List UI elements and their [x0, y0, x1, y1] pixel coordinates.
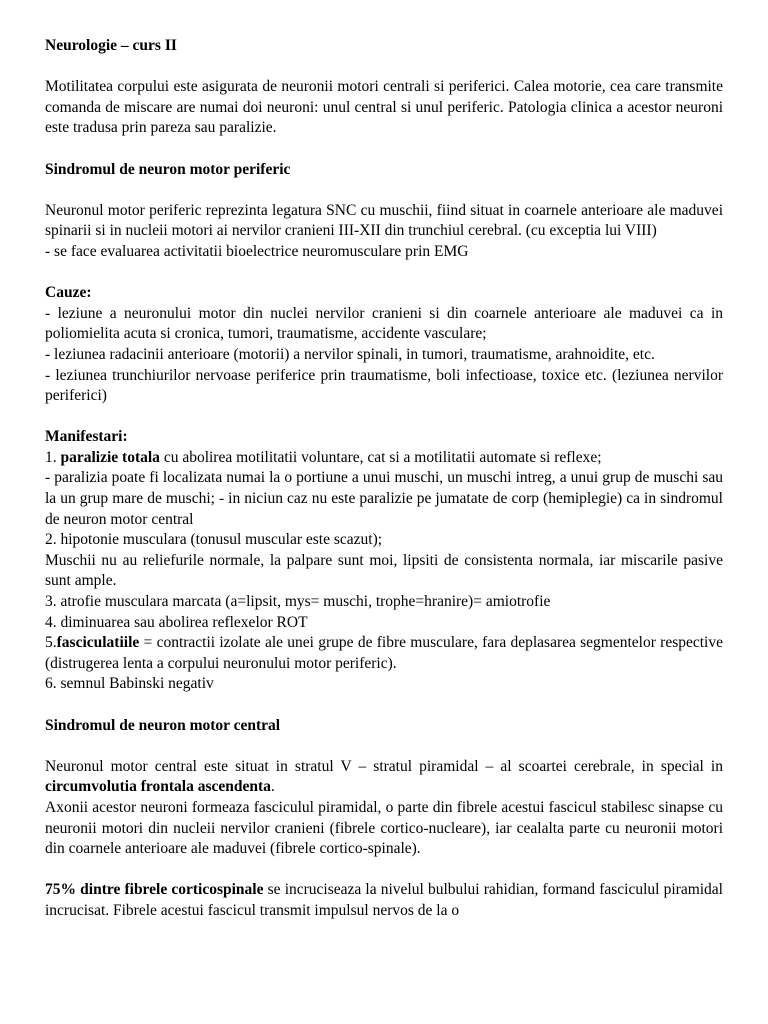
- section-heading-peripheral: Sindromul de neuron motor periferic: [45, 160, 291, 178]
- emg-note: - se face evaluarea activitatii bioelectrice neuromusculare prin EMG: [45, 242, 469, 260]
- axons-paragraph: Axonii acestor neuroni formeaza fasciculul piramidal, o parte din fibrele acestui fascicul stabilesc sinapse cu neuronii motori din nucleii nervilor cranieni (fibrele cortico-nucleare), iar cealalta parte cu neuronii motori din coarnele anterioare ale maduvei (fibrele cortico-spinale).: [45, 798, 723, 858]
- document-title: Neurologie – curs II: [45, 37, 177, 54]
- bold-term: 75% dintre fibrele corticospinale: [45, 881, 264, 899]
- manifestation-item-6: 6. semnul Babinski negativ: [45, 675, 214, 693]
- manifestation-item-1: 1. paralizie totala cu abolirea motilitatii voluntare, cat si a motilitatii automate si reflexe;: [45, 448, 602, 466]
- bold-term: fasciculatiile: [56, 634, 140, 652]
- bold-term: paralizie totala: [60, 448, 160, 466]
- bold-term: circumvolutia frontala ascendenta: [45, 778, 271, 796]
- manifestation-detail: - paralizia poate fi localizata numai la o portiune a unui muschi, un muschi intreg, a unui grup de muschi sau la un grup mare de muschi; - in niciun caz nu este paralizie pe jumatate de corp (hemiplegie) ca in sindromul de neuron motor central: [45, 469, 723, 528]
- cause-item: - leziunea radacinii anterioare (motorii) a nervilor spinali, in tumori, traumatisme, arahnoidite, etc.: [45, 345, 655, 363]
- cause-item: - leziune a neuronului motor din nuclei nervilor cranieni si din coarnele anterioare ale maduvei ca in poliomielita acuta si cronica, tumori, traumatisme, accidente vasculare;: [45, 304, 723, 343]
- crossing-paragraph: 75% dintre fibrele corticospinale se incruciseaza la nivelul bulbului rahidian, formand fasciculul piramidal incrucisat. Fibrele acestui fascicul transmit impulsul nervos de la o: [45, 881, 723, 919]
- manifestation-item-3: 3. atrofie musculara marcata (a=lipsit, mys= muschi, trophe=hranire)= amiotrofie: [45, 593, 551, 611]
- manifestation-item-5: 5.fasciculatiile = contractii izolate ale unei grupe de fibre musculare, fara deplasarea segmentelor respective (distrugerea lenta a corpului neuronului motor periferic).: [45, 634, 723, 672]
- manifestation-item-2: 2. hipotonie musculara (tonusul muscular este scazut);: [45, 531, 383, 549]
- document-page: [45, 36, 723, 922]
- causes-heading: Cauze:: [45, 284, 92, 302]
- peripheral-description: Neuronul motor periferic reprezinta legatura SNC cu muschii, fiind situat in coarnele anterioare ale maduvei spinarii si in nucleii motori ai nervilor cranieni III-XII din trunchiul cerebral. (cu exceptia lui VIII): [45, 201, 723, 240]
- intro-paragraph: Motilitatea corpului este asigurata de neuronii motori centrali si periferici. Calea motorie, cea care transmite comanda de miscare are numai doi neuroni: unul central si unul periferic. Patologia clinica a acestor neuroni este tradusa prin pareza sau paralizie.: [45, 78, 723, 137]
- section-heading-central: Sindromul de neuron motor central: [45, 716, 281, 734]
- manifestations-heading: Manifestari:: [45, 428, 128, 446]
- cause-item: - leziunea trunchiurilor nervoase periferice prin traumatisme, boli infectioase, toxice etc. (leziunea nervilor periferici): [45, 366, 723, 405]
- central-description: Neuronul motor central este situat in stratul V – stratul piramidal – al scoartei cerebrale, in special in circumvolutia frontala ascendenta.: [45, 757, 723, 796]
- manifestation-detail: Muschii nu au reliefurile normale, la palpare sunt moi, lipsiti de consistenta normala, iar miscarile pasive sunt ample.: [45, 551, 723, 590]
- manifestation-item-4: 4. diminuarea sau abolirea reflexelor ROT: [45, 613, 308, 631]
